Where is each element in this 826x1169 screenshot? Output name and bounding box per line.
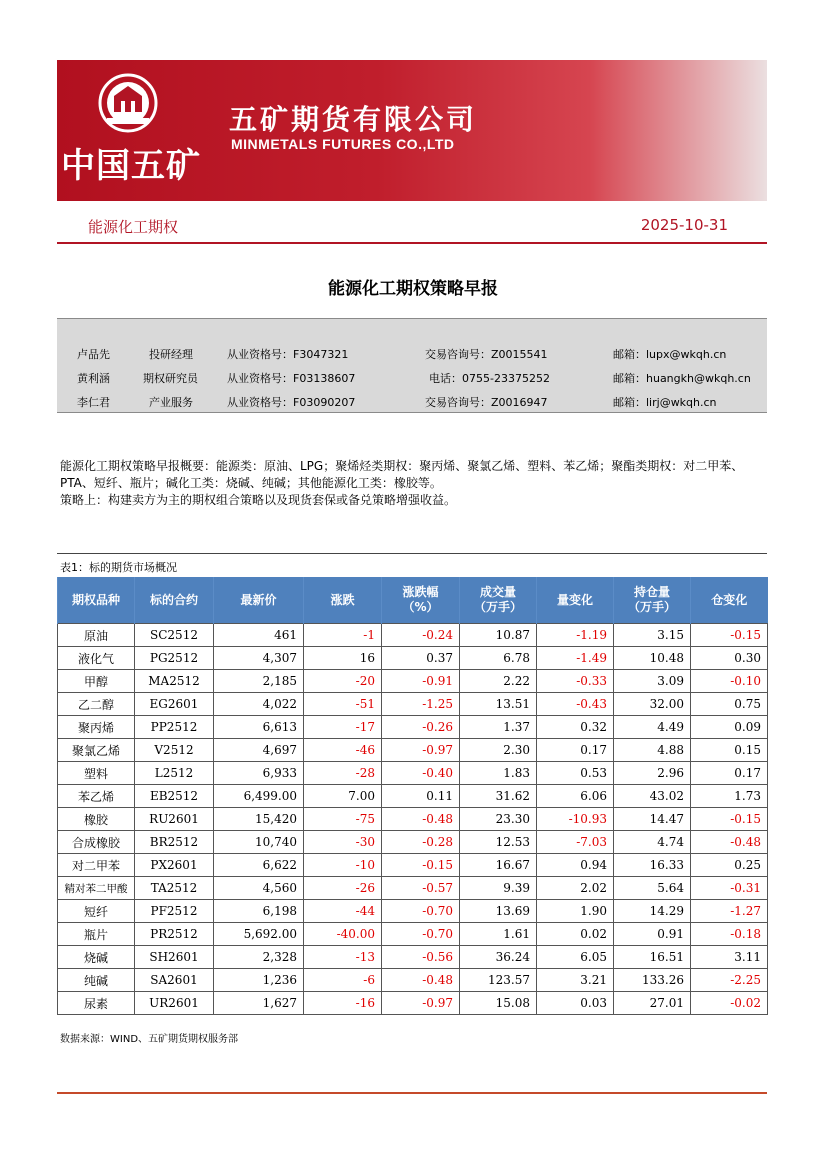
value-cell: 0.30 xyxy=(691,647,768,670)
value-cell: -1.49 xyxy=(537,647,614,670)
page-title: 能源化工期权策略早报 xyxy=(328,279,498,299)
option-name-cell: 短纤 xyxy=(58,900,135,923)
value-cell: 3.21 xyxy=(537,969,614,992)
table-body xyxy=(58,624,768,1015)
value-cell: 36.24 xyxy=(460,946,537,969)
contract-cell: PG2512 xyxy=(135,647,214,670)
value-cell: -13 xyxy=(304,946,382,969)
analyst-name: 李仁君 xyxy=(77,396,110,409)
value-cell: -0.70 xyxy=(382,923,460,946)
table-row xyxy=(58,785,768,808)
value-cell: 0.02 xyxy=(537,923,614,946)
table-row xyxy=(58,969,768,992)
value-cell: -6 xyxy=(304,969,382,992)
table-row xyxy=(58,739,768,762)
value-cell: -0.97 xyxy=(382,739,460,762)
value-cell: -0.10 xyxy=(691,670,768,693)
value-cell: 2.22 xyxy=(460,670,537,693)
value-cell: 2.96 xyxy=(614,762,691,785)
option-name-cell: 橡胶 xyxy=(58,808,135,831)
value-cell: -0.31 xyxy=(691,877,768,900)
table-row xyxy=(58,716,768,739)
value-cell: 0.25 xyxy=(691,854,768,877)
table-row xyxy=(58,647,768,670)
table-header-row xyxy=(58,577,768,624)
value-cell: -0.15 xyxy=(691,808,768,831)
column-header-line: （%） xyxy=(402,600,439,614)
value-cell: 16.67 xyxy=(460,854,537,877)
value-cell: 6,613 xyxy=(214,716,304,739)
value-cell: -1 xyxy=(304,624,382,647)
analyst-cert: 从业资格号：F03138607 xyxy=(227,372,356,385)
option-name-cell: 纯碱 xyxy=(58,969,135,992)
column-header-line: 涨跌幅 xyxy=(402,585,439,599)
logo-text-cn: 中国五矿 xyxy=(61,146,201,186)
column-header-line: 持仓量 xyxy=(633,585,670,599)
header-banner xyxy=(57,60,767,201)
value-cell: -16 xyxy=(304,992,382,1015)
value-cell: -7.03 xyxy=(537,831,614,854)
contract-cell: PP2512 xyxy=(135,716,214,739)
value-cell: -10.93 xyxy=(537,808,614,831)
value-cell: 6.78 xyxy=(460,647,537,670)
value-cell: 0.32 xyxy=(537,716,614,739)
value-cell: 15,420 xyxy=(214,808,304,831)
value-cell: 4,307 xyxy=(214,647,304,670)
contract-cell: RU2601 xyxy=(135,808,214,831)
summary-strategy: 策略上：构建卖方为主的期权组合策略以及现货套保或备兑策略增强收益。 xyxy=(60,493,457,507)
value-cell: 2,328 xyxy=(214,946,304,969)
analyst-name: 卢品先 xyxy=(77,348,110,361)
value-cell: 0.09 xyxy=(691,716,768,739)
option-name-cell: 瓶片 xyxy=(58,923,135,946)
value-cell: 2.02 xyxy=(537,877,614,900)
value-cell: -28 xyxy=(304,762,382,785)
column-header: 量变化 xyxy=(537,577,614,624)
column-header-line: （万手） xyxy=(627,600,676,614)
value-cell: 5.64 xyxy=(614,877,691,900)
value-cell: 0.75 xyxy=(691,693,768,716)
value-cell: -0.02 xyxy=(691,992,768,1015)
report-category: 能源化工期权 xyxy=(88,218,179,236)
option-name-cell: 塑料 xyxy=(58,762,135,785)
option-name-cell: 烧碱 xyxy=(58,946,135,969)
option-name-cell: 尿素 xyxy=(58,992,135,1015)
value-cell: 14.47 xyxy=(614,808,691,831)
value-cell: -1.25 xyxy=(382,693,460,716)
contract-cell: L2512 xyxy=(135,762,214,785)
contract-cell: PF2512 xyxy=(135,900,214,923)
table-row xyxy=(58,762,768,785)
column-header: 期权品种 xyxy=(58,577,135,624)
value-cell: -20 xyxy=(304,670,382,693)
analyst-contact: 交易咨询号：Z0016947 xyxy=(425,396,548,409)
contract-cell: EG2601 xyxy=(135,693,214,716)
analyst-email: 邮箱：huangkh@wkqh.cn xyxy=(613,372,751,385)
option-name-cell: 苯乙烯 xyxy=(58,785,135,808)
value-cell: -1.19 xyxy=(537,624,614,647)
value-cell: -0.33 xyxy=(537,670,614,693)
value-cell: 0.91 xyxy=(614,923,691,946)
company-name-cn: 五矿期货有限公司 xyxy=(229,103,478,136)
value-cell: 13.51 xyxy=(460,693,537,716)
value-cell: 3.09 xyxy=(614,670,691,693)
value-cell: 16.33 xyxy=(614,854,691,877)
analyst-contact: 电话：0755-23375252 xyxy=(429,372,550,385)
value-cell: -30 xyxy=(304,831,382,854)
market-overview-table xyxy=(57,577,768,1015)
table-row xyxy=(58,923,768,946)
contract-cell: BR2512 xyxy=(135,831,214,854)
analyst-cert: 从业资格号：F3047321 xyxy=(227,348,349,361)
value-cell: -0.48 xyxy=(382,969,460,992)
data-source: 数据来源：WIND、五矿期货期权服务部 xyxy=(60,1034,239,1045)
analyst-cert: 从业资格号：F03090207 xyxy=(227,396,356,409)
value-cell: 15.08 xyxy=(460,992,537,1015)
contract-cell: PX2601 xyxy=(135,854,214,877)
option-name-cell: 乙二醇 xyxy=(58,693,135,716)
value-cell: 0.15 xyxy=(691,739,768,762)
analyst-row xyxy=(57,394,767,416)
value-cell: 6,933 xyxy=(214,762,304,785)
value-cell: 0.94 xyxy=(537,854,614,877)
value-cell: -0.26 xyxy=(382,716,460,739)
value-cell: -0.56 xyxy=(382,946,460,969)
table-row xyxy=(58,831,768,854)
value-cell: -2.25 xyxy=(691,969,768,992)
table-row xyxy=(58,670,768,693)
column-header: 仓变化 xyxy=(691,577,768,624)
analyst-email: 邮箱：lupx@wkqh.cn xyxy=(613,348,727,361)
option-name-cell: 聚氯乙烯 xyxy=(58,739,135,762)
value-cell: -51 xyxy=(304,693,382,716)
value-cell: -0.24 xyxy=(382,624,460,647)
value-cell: 16 xyxy=(304,647,382,670)
value-cell: 6,622 xyxy=(214,854,304,877)
value-cell: 5,692.00 xyxy=(214,923,304,946)
value-cell: 23.30 xyxy=(460,808,537,831)
value-cell: -0.18 xyxy=(691,923,768,946)
analyst-panel xyxy=(57,318,767,413)
value-cell: 123.57 xyxy=(460,969,537,992)
minmetals-logo-icon xyxy=(97,72,159,134)
value-cell: -0.97 xyxy=(382,992,460,1015)
value-cell: 1,627 xyxy=(214,992,304,1015)
option-name-cell: 甲醇 xyxy=(58,670,135,693)
value-cell: 0.17 xyxy=(537,739,614,762)
analyst-contact: 交易咨询号：Z0015541 xyxy=(425,348,548,361)
column-header: 标的合约 xyxy=(135,577,214,624)
summary-overview: 能源化工期权策略早报概要：能源类：原油、LPG；聚烯烃类期权：聚丙烯、聚氯乙烯、塑料、苯乙烯；聚酯类期权：对二甲苯、PTA、短纤、瓶片；碱化工类：烧碱、纯碱；其他能源化工类：橡胶等。 xyxy=(60,459,744,490)
column-header xyxy=(382,577,460,624)
value-cell: 4.88 xyxy=(614,739,691,762)
value-cell: 13.69 xyxy=(460,900,537,923)
contract-cell: EB2512 xyxy=(135,785,214,808)
value-cell: -0.40 xyxy=(382,762,460,785)
company-name-en: MINMETALS FUTURES CO.,LTD xyxy=(231,136,455,152)
table-row xyxy=(58,992,768,1015)
value-cell: 32.00 xyxy=(614,693,691,716)
value-cell: 9.39 xyxy=(460,877,537,900)
value-cell: -1.27 xyxy=(691,900,768,923)
column-header: 最新价 xyxy=(214,577,304,624)
value-cell: 3.15 xyxy=(614,624,691,647)
value-cell: 43.02 xyxy=(614,785,691,808)
value-cell: -0.43 xyxy=(537,693,614,716)
value-cell: -44 xyxy=(304,900,382,923)
column-header xyxy=(460,577,537,624)
analyst-role: 投研经理 xyxy=(149,348,193,361)
value-cell: 6.05 xyxy=(537,946,614,969)
option-name-cell: 合成橡胶 xyxy=(58,831,135,854)
value-cell: 1,236 xyxy=(214,969,304,992)
value-cell: -10 xyxy=(304,854,382,877)
value-cell: -0.91 xyxy=(382,670,460,693)
contract-cell: MA2512 xyxy=(135,670,214,693)
value-cell: 0.37 xyxy=(382,647,460,670)
option-name-cell: 液化气 xyxy=(58,647,135,670)
column-header-line: （万手） xyxy=(473,600,522,614)
analyst-row xyxy=(57,346,767,368)
value-cell: 4.74 xyxy=(614,831,691,854)
value-cell: 16.51 xyxy=(614,946,691,969)
value-cell: 10.87 xyxy=(460,624,537,647)
analyst-name: 黄利涵 xyxy=(77,372,110,385)
value-cell: 0.17 xyxy=(691,762,768,785)
value-cell: 4.49 xyxy=(614,716,691,739)
value-cell: 27.01 xyxy=(614,992,691,1015)
value-cell: 6,499.00 xyxy=(214,785,304,808)
table-caption: 表1：标的期货市场概况 xyxy=(60,561,177,574)
value-cell: -0.28 xyxy=(382,831,460,854)
analyst-role: 期权研究员 xyxy=(143,372,198,385)
value-cell: -40.00 xyxy=(304,923,382,946)
contract-cell: V2512 xyxy=(135,739,214,762)
summary-section xyxy=(60,458,766,509)
contract-cell: SC2512 xyxy=(135,624,214,647)
table-row xyxy=(58,900,768,923)
column-header: 涨跌 xyxy=(304,577,382,624)
value-cell: 4,022 xyxy=(214,693,304,716)
option-name-cell: 原油 xyxy=(58,624,135,647)
value-cell: 10,740 xyxy=(214,831,304,854)
value-cell: 31.62 xyxy=(460,785,537,808)
value-cell: 1.90 xyxy=(537,900,614,923)
analyst-role: 产业服务 xyxy=(149,396,193,409)
table-divider xyxy=(57,553,767,554)
contract-cell: SA2601 xyxy=(135,969,214,992)
value-cell: 0.03 xyxy=(537,992,614,1015)
value-cell: 4,697 xyxy=(214,739,304,762)
value-cell: -26 xyxy=(304,877,382,900)
value-cell: 2.30 xyxy=(460,739,537,762)
value-cell: 10.48 xyxy=(614,647,691,670)
value-cell: 12.53 xyxy=(460,831,537,854)
value-cell: -0.48 xyxy=(382,808,460,831)
contract-cell: SH2601 xyxy=(135,946,214,969)
value-cell: -0.70 xyxy=(382,900,460,923)
value-cell: 1.83 xyxy=(460,762,537,785)
value-cell: -0.48 xyxy=(691,831,768,854)
column-header-line: 成交量 xyxy=(479,585,516,599)
option-name-cell: 精对苯二甲酸 xyxy=(58,877,135,900)
value-cell: 461 xyxy=(214,624,304,647)
value-cell: 3.11 xyxy=(691,946,768,969)
value-cell: -0.15 xyxy=(382,854,460,877)
value-cell: 1.73 xyxy=(691,785,768,808)
table-row xyxy=(58,624,768,647)
value-cell: 6.06 xyxy=(537,785,614,808)
value-cell: -75 xyxy=(304,808,382,831)
analyst-row xyxy=(57,370,767,392)
value-cell: 4,560 xyxy=(214,877,304,900)
value-cell: 1.37 xyxy=(460,716,537,739)
value-cell: -46 xyxy=(304,739,382,762)
footer-divider xyxy=(57,1092,767,1094)
option-name-cell: 对二甲苯 xyxy=(58,854,135,877)
value-cell: 0.53 xyxy=(537,762,614,785)
option-name-cell: 聚丙烯 xyxy=(58,716,135,739)
value-cell: -17 xyxy=(304,716,382,739)
value-cell: 6,198 xyxy=(214,900,304,923)
value-cell: 2,185 xyxy=(214,670,304,693)
report-date: 2025-10-31 xyxy=(640,216,728,234)
analyst-email: 邮箱：lirj@wkqh.cn xyxy=(613,396,717,409)
value-cell: 14.29 xyxy=(614,900,691,923)
value-cell: 1.61 xyxy=(460,923,537,946)
contract-cell: UR2601 xyxy=(135,992,214,1015)
table-row xyxy=(58,854,768,877)
value-cell: 133.26 xyxy=(614,969,691,992)
contract-cell: TA2512 xyxy=(135,877,214,900)
table-row xyxy=(58,693,768,716)
value-cell: -0.15 xyxy=(691,624,768,647)
contract-cell: PR2512 xyxy=(135,923,214,946)
table-row xyxy=(58,808,768,831)
table-row xyxy=(58,877,768,900)
table-row xyxy=(58,946,768,969)
header-divider xyxy=(57,242,767,244)
value-cell: 7.00 xyxy=(304,785,382,808)
value-cell: 0.11 xyxy=(382,785,460,808)
value-cell: -0.57 xyxy=(382,877,460,900)
column-header xyxy=(614,577,691,624)
